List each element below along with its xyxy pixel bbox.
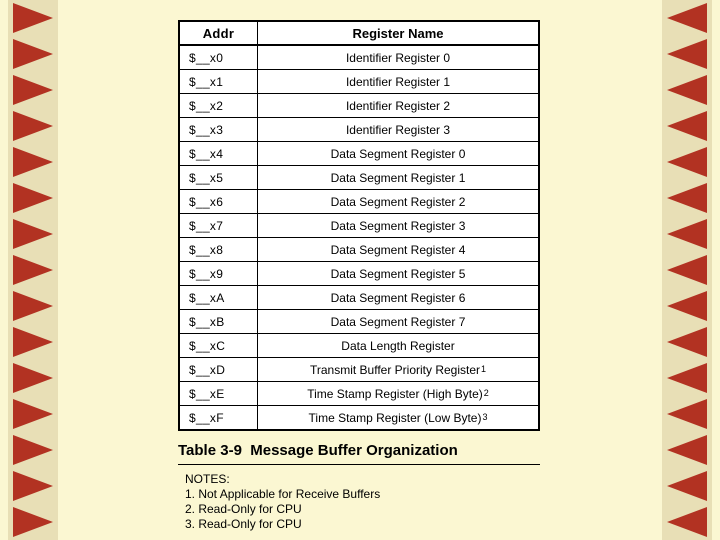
register-name-text: Transmit Buffer Priority Register <box>309 362 481 377</box>
addr-cell: $__x2 <box>180 94 258 117</box>
addr-cell: $__x7 <box>180 214 258 237</box>
table-row <box>180 357 538 381</box>
table-row <box>180 261 538 285</box>
register-name-cell <box>258 94 538 117</box>
register-name-cell <box>258 46 538 69</box>
register-name-text: Identifier Register 3 <box>345 122 451 137</box>
addr-cell: $__x8 <box>180 238 258 261</box>
table-row <box>180 405 538 429</box>
addr-cell: $__x5 <box>180 166 258 189</box>
register-name-text: Data Segment Register 4 <box>330 242 466 257</box>
addr-cell: $__xA <box>180 286 258 309</box>
table-row <box>180 189 538 213</box>
register-name-text: Identifier Register 1 <box>345 74 451 89</box>
addr-cell: $__x3 <box>180 118 258 141</box>
note-item: 2. Read-Only for CPU <box>185 502 302 516</box>
table-row <box>180 237 538 261</box>
register-name-cell <box>258 166 538 189</box>
register-name-text: Identifier Register 2 <box>345 98 451 113</box>
slide-content <box>178 20 540 532</box>
register-name-cell <box>258 118 538 141</box>
table-row <box>180 46 538 69</box>
table-row <box>180 165 538 189</box>
register-name-text: Data Segment Register 3 <box>330 218 466 233</box>
table-row <box>180 333 538 357</box>
table-header-row <box>180 22 538 46</box>
table-row <box>180 117 538 141</box>
table-row <box>180 213 538 237</box>
register-name-cell <box>258 190 538 213</box>
register-name-text: Data Segment Register 1 <box>330 170 466 185</box>
register-name-cell <box>258 70 538 93</box>
addr-cell: $__x1 <box>180 70 258 93</box>
table-row <box>180 285 538 309</box>
register-name-cell <box>258 358 538 381</box>
register-name-cell <box>258 238 538 261</box>
note-item: 3. Read-Only for CPU <box>185 517 302 531</box>
register-table <box>178 20 540 431</box>
register-name-cell <box>258 406 538 429</box>
register-name-cell <box>258 262 538 285</box>
register-name-text: Data Segment Register 0 <box>330 146 466 161</box>
table-row <box>180 93 538 117</box>
table-row <box>180 141 538 165</box>
addr-cell: $__xD <box>180 358 258 381</box>
register-name-text: Data Segment Register 6 <box>330 290 466 305</box>
addr-cell: $__xB <box>180 310 258 333</box>
register-name-text: Data Segment Register 2 <box>330 194 466 209</box>
register-name-text: Data Segment Register 5 <box>330 266 466 281</box>
addr-cell: $__xC <box>180 334 258 357</box>
addr-cell: $__x0 <box>180 46 258 69</box>
note-item: 1. Not Applicable for Receive Buffers <box>185 487 381 501</box>
register-name-text: Identifier Register 0 <box>345 50 451 65</box>
table-row <box>180 309 538 333</box>
register-name-text: Data Length Register <box>341 338 455 353</box>
notes-block <box>185 472 540 532</box>
register-name-cell <box>258 142 538 165</box>
addr-cell: $__x9 <box>180 262 258 285</box>
footnote-marker: 1 <box>481 363 487 374</box>
decorative-border-right-icon <box>662 0 712 540</box>
register-name-cell <box>258 286 538 309</box>
header-addr: Addr <box>180 22 258 44</box>
footnote-marker: 3 <box>482 411 488 422</box>
register-name-text: Data Segment Register 7 <box>330 314 466 329</box>
addr-cell: $__xF <box>180 406 258 429</box>
register-name-text: Time Stamp Register (Low Byte) <box>308 410 482 425</box>
header-register-name: Register Name <box>352 25 444 41</box>
notes-title: NOTES: <box>185 472 230 486</box>
register-name-cell <box>258 310 538 333</box>
addr-cell: $__x6 <box>180 190 258 213</box>
table-caption: Table 3-9 Message Buffer Organization <box>178 442 540 465</box>
register-name-cell <box>258 214 538 237</box>
register-name-cell <box>258 382 538 405</box>
register-name-cell <box>258 334 538 357</box>
decorative-border-left-icon <box>8 0 58 540</box>
addr-cell: $__x4 <box>180 142 258 165</box>
table-row <box>180 381 538 405</box>
register-name-text: Time Stamp Register (High Byte) <box>307 386 483 401</box>
table-row <box>180 69 538 93</box>
addr-cell: $__xE <box>180 382 258 405</box>
footnote-marker: 2 <box>483 387 489 398</box>
